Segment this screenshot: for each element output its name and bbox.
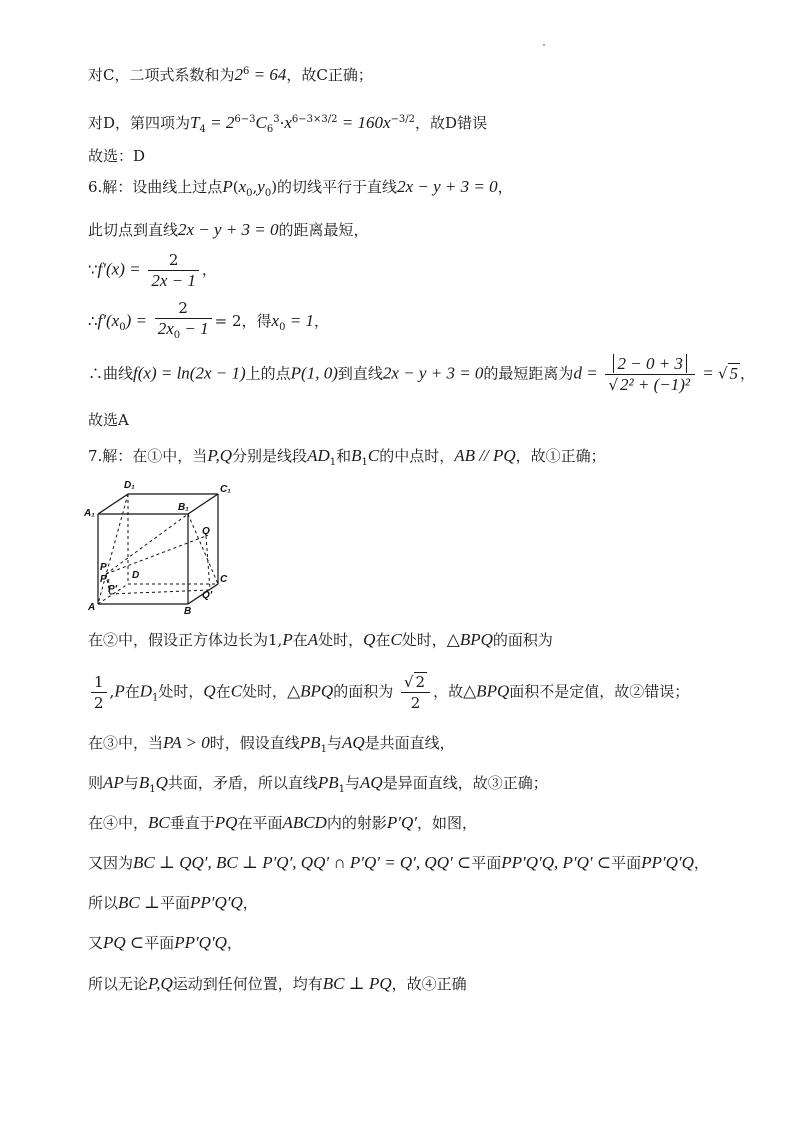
- q7-line8: 所以BC ⊥平面PP′Q′Q，: [88, 893, 258, 912]
- q6-line5: ∴曲线f(x) = ln(2x − 1)上的点P(1, 0)到直线2x − y + 3 = 0的最短距离为d = $\frac{2 - 0 + 3}{\text{√ 2² + (−1)²}}$ = √ 5 ，: [88, 354, 756, 394]
- segment-qq: [206, 536, 210, 590]
- line-c: 对C，二项式系数和为$2^6 = 64$，故C正确；: [88, 65, 373, 84]
- line-d: 对D，第四项为$T_4 = 2^{6-3}C_6^3\cdot x^{6-3\times 3/2} = 160x^{-3/2}$，故D错误: [88, 113, 488, 135]
- label-p1: P₁: [100, 574, 111, 585]
- q6-line2: 此切点到直线2x − y + 3 = 0的距离最短，: [88, 220, 369, 239]
- q7-line6: 在④中，BC垂直于PQ在平面ABCD内的射影P′Q′，如图，: [88, 813, 477, 832]
- q7-line1: 7.解：在①中，当P,Q分别是线段$AD_1$和$B_1C$的中点时，AB // PQ，故①正确；: [88, 446, 606, 468]
- q7-line3: $\frac{1}{2}$ ,P在$D_1$处时，Q在C处时，△BPQ的面积为 $\frac{√ 2}{2}$ ，故△BPQ面积不是定值，故②错误；: [88, 672, 689, 713]
- segment-pq: [106, 536, 206, 574]
- q7-line10: 所以无论P,Q运动到任何位置，均有BC ⊥ PQ，故④正确: [88, 974, 467, 993]
- label-c: C: [220, 574, 228, 585]
- label-q: Q: [202, 526, 210, 537]
- q6-line1: 6.解：设曲线上过点$P(x_0,y_0)$的切线平行于直线2x − y + 3 = 0，: [88, 177, 513, 199]
- label-d1: D₁: [124, 480, 135, 491]
- label-a1: A₁: [84, 508, 95, 519]
- label-c1: C₁: [220, 484, 231, 495]
- q7-line2: 在②中，假设正方体边长为1,P在A处时，Q在C处时，△BPQ的面积为: [88, 630, 553, 649]
- label-b: B: [184, 606, 192, 617]
- q6-line4: $\therefore f'(x_0)$ = $\frac{2}{2x_0 - 1}$ = 2，得$x_0 = 1$，: [88, 299, 329, 341]
- answer-d: 故选：D: [88, 147, 146, 165]
- q7-line7: 又因为BC ⊥ QQ′, BC ⊥ P′Q′, QQ′ ∩ P′Q′ = Q′, QQ′ ⊂平面PP′Q′Q, P′Q′ ⊂平面PP′Q′Q，: [88, 853, 709, 872]
- line-b1c: [188, 514, 218, 584]
- label-p-prime: P′: [108, 584, 118, 595]
- segment-pb1: [106, 514, 188, 574]
- edge-c1b1: [188, 494, 218, 514]
- edge-d1a1: [98, 494, 128, 514]
- cube-figure: [84, 478, 244, 618]
- q7-line4: 在③中，当PA > 0时，假设直线$PB_1$与AQ是共面直线，: [88, 733, 455, 755]
- label-q-prime: Q′: [202, 590, 213, 601]
- label-p: P: [100, 562, 107, 573]
- q7-line5: 则AP与$B_1Q$共面，矛盾，所以直线$PB_1$与AQ是异面直线，故③正确；: [88, 773, 548, 795]
- segment-ppqq: [110, 590, 210, 594]
- scan-speck: [543, 44, 545, 46]
- q7-line9: 又PQ ⊂平面PP′Q′Q，: [88, 933, 242, 952]
- label-a: A: [88, 602, 96, 613]
- label-b1: B₁: [178, 502, 189, 513]
- q6-line3: ∵f′(x) = $\frac{2}{2x - 1}$ ，: [88, 251, 217, 290]
- answer-a: 故选A: [88, 411, 129, 429]
- label-d: D: [132, 570, 140, 581]
